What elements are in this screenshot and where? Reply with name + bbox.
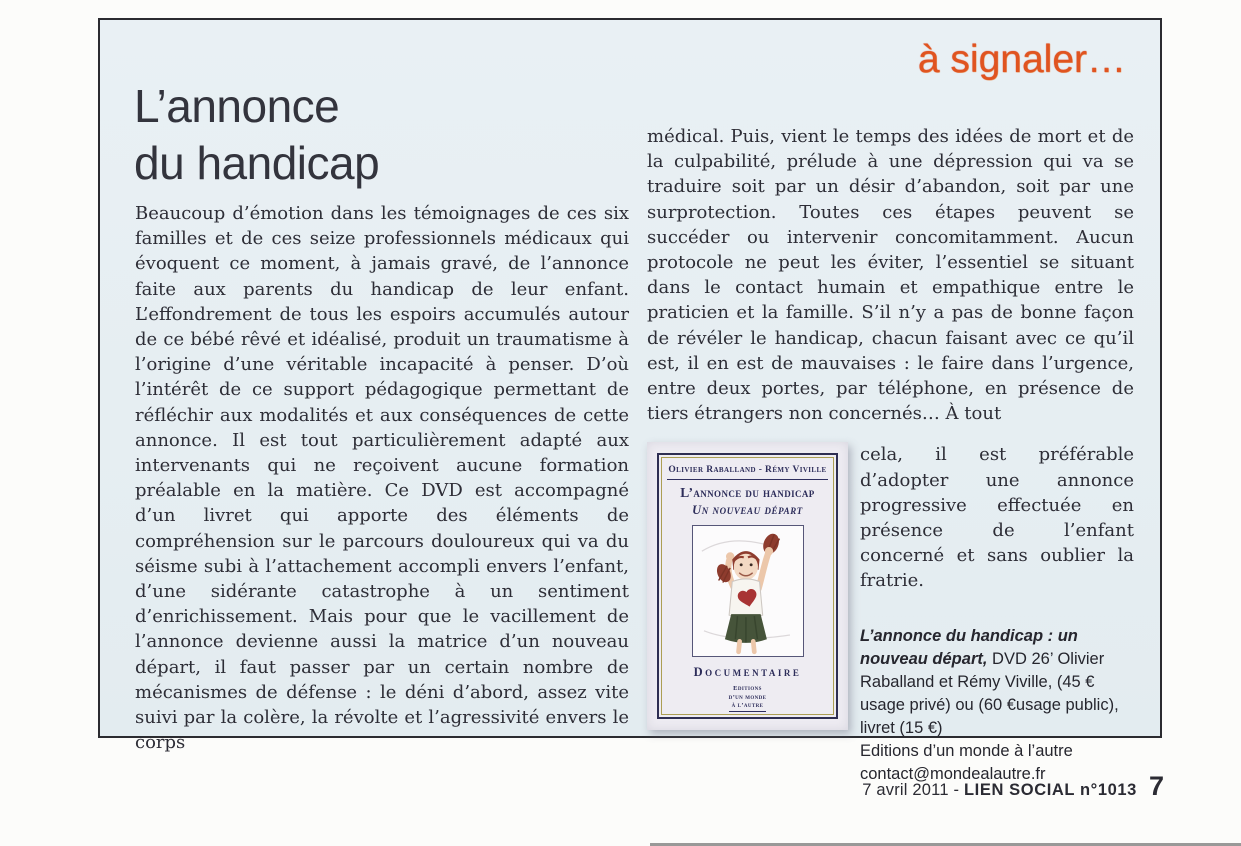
- article-text-col1: Beaucoup d’émotion dans les témoignages de ces six familles et de ces seize professionnels médicaux qui évoquent ce moment, à jamais gravé, de l’annonce faite aux parents du handicap de leur enfant. L’effondrement de tous les espoirs accumulés autour de ce bébé rêvé et idéalisé, produit un traumatisme à l’origine d’une véritable incapacité à penser. D’où l’intérêt de ce support pédagogique permettant de réfléchir aux modalités et aux conséquences de cette annonce. Il est tout particulièrement adapté aux intervenants qui ne reçoivent aucune formation préalable en la matière. Ce DVD est accompagné d’un livret qui apporte des éléments de compréhension sur le parcours douloureux qui va du séisme subi à l’attachement accompli envers l’enfant, d’une sidérante catastrophe à un sentiment d’enrichissement. Mais pour que le vacillement de l’annonce devienne aussi la matrice d’un nouveau départ, il faut passer par un certain nombre de mécanismes de défense : le déni d’abord, assez vite suivi par la colère, la révolte et l’agressivité envers le corps: [135, 203, 629, 754]
- dvd-cover: [647, 442, 848, 730]
- dvd-subtitle: Un nouveau départ: [692, 503, 803, 518]
- article-text-wrap: cela, il est préférable d’adopter une annonce progressive effectuée en présence de l’enfant concerné et sans oublier la fratrie.: [860, 444, 1134, 592]
- caption-details: DVD 26’ Olivier Raballand et Rémy Viville, (45 € usage privé) ou (60 €usage public), livret (15 €): [860, 649, 1119, 737]
- left-column: [135, 201, 629, 755]
- article-text-col2: médical. Puis, vient le temps des idées de mort et de la culpabilité, prélude à une dépression qui va se traduire soit par un désir d’abandon, soit par une surprotection. Toutes ces étapes peuvent se succéder ou intervenir concomitamment. Aucun protocole ne peut les éviter, l’essentiel se situant dans le contact humain et empathique entre le praticien et la famille. S’il n’y a pas de bonne façon de révéler le handicap, chacun faisant avec ce qu’il est, il en est de mauvaises : le faire dans l’urgence, entre deux portes, par téléphone, en présence de tiers étrangers non concernés… À tout: [647, 126, 1134, 425]
- wrap-column: [860, 442, 1134, 785]
- caption-title: L’annonce du handicap : un nouveau départ,: [860, 626, 1078, 668]
- footer-magazine: LIEN SOCIAL n°1013: [963, 781, 1137, 799]
- dvd-publisher-logo: Editions d’un monde à l’autre: [729, 685, 767, 711]
- caption-publisher: Editions d’un monde à l’autre: [860, 741, 1073, 760]
- page-footer: [862, 771, 1164, 802]
- dvd-caption: [860, 625, 1134, 786]
- caption-email: contact@mondealautre.fr: [860, 764, 1046, 783]
- dvd-title: L’annonce du handicap: [680, 485, 815, 501]
- article-title: [134, 78, 379, 192]
- article-panel: [98, 18, 1162, 783]
- dvd-authors: Olivier Raballand - Rémy Viville: [667, 465, 828, 480]
- footer-page-number: 7: [1148, 771, 1164, 801]
- media-row: [647, 442, 1134, 785]
- dvd-cover-frame: [657, 453, 838, 719]
- article-title-line1: L’annonce: [134, 80, 340, 132]
- section-header: à signaler…: [917, 38, 1126, 81]
- article-title-line2: du handicap: [134, 137, 380, 189]
- footer-date: 7 avril 2011 -: [862, 781, 964, 799]
- right-column: [647, 124, 1134, 786]
- dvd-genre: Documentaire: [693, 665, 802, 680]
- girl-illustration: [692, 525, 804, 657]
